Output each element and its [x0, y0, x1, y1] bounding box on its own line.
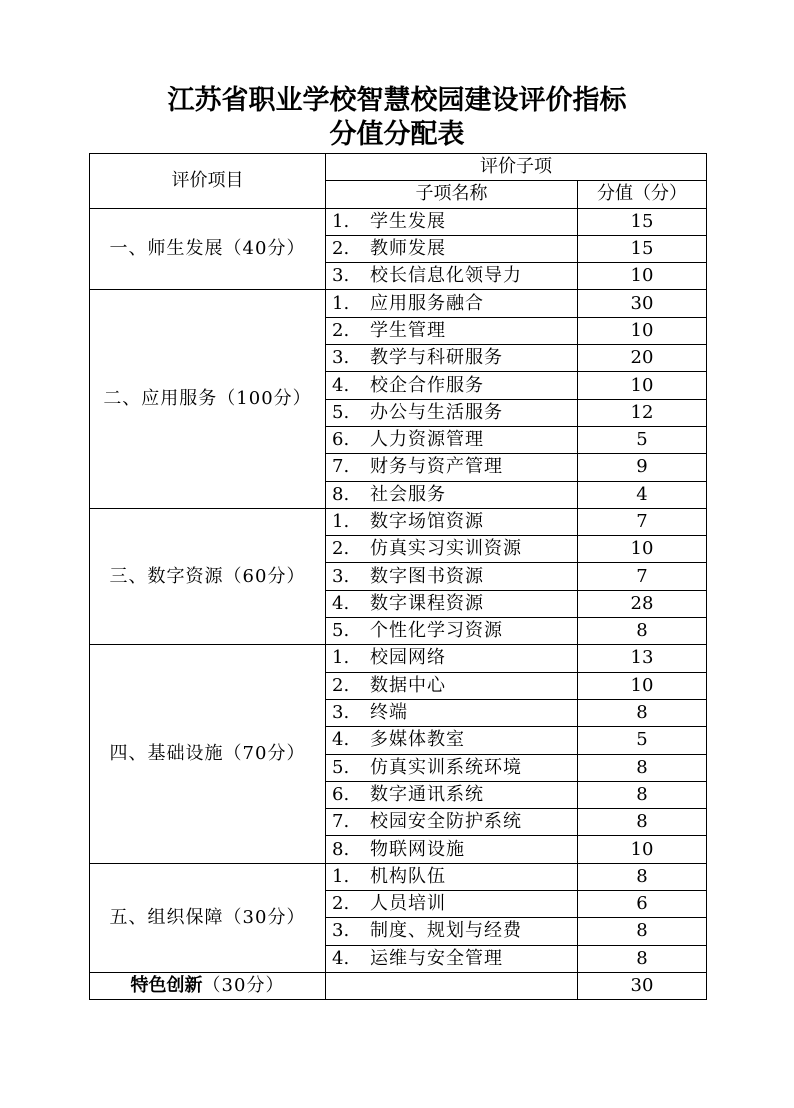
- subitem-cell: [326, 918, 578, 945]
- document-subtitle: 分值分配表: [329, 119, 465, 150]
- document-title: 江苏省职业学校智慧校园建设评价指标: [167, 85, 627, 116]
- subitem-number: 6.: [332, 783, 350, 805]
- subitem-score: 9: [578, 454, 707, 481]
- subitem-score: 15: [578, 208, 707, 235]
- subitem-name: 财务与资产管理: [370, 456, 503, 478]
- subitem-cell: [326, 945, 578, 972]
- subitem-cell: [326, 290, 578, 317]
- table-row: [90, 863, 707, 890]
- header-score: 分值（分）: [578, 181, 707, 208]
- subitem-cell: [326, 345, 578, 372]
- subitem-name: 制度、规划与经费: [370, 920, 522, 942]
- subitem-number: 3.: [332, 702, 350, 724]
- subitem-number: 7.: [332, 811, 350, 833]
- category-label: 五、组织保障（30分）: [90, 863, 326, 972]
- category-label: 四、基础设施（70分）: [90, 645, 326, 863]
- header-sub: 评价子项: [326, 154, 707, 181]
- subitem-score: 5: [578, 727, 707, 754]
- subitem-name: 学生发展: [370, 210, 446, 232]
- subitem-cell: [326, 781, 578, 808]
- subitem-score: 15: [578, 235, 707, 262]
- category-label: 二、应用服务（100分）: [90, 290, 326, 508]
- special-score: 30: [578, 972, 707, 999]
- subitem-name: 人力资源管理: [370, 429, 484, 451]
- subitem-name: 数字通讯系统: [370, 783, 484, 805]
- category-label: 三、数字资源（60分）: [90, 508, 326, 644]
- subitem-number: 1.: [332, 647, 350, 669]
- special-label-bold: 特色创新: [130, 975, 203, 997]
- subitem-score: 8: [578, 863, 707, 890]
- subitem-name: 仿真实习实训资源: [370, 538, 522, 560]
- subitem-score: 20: [578, 345, 707, 372]
- subitem-cell: [326, 618, 578, 645]
- subitem-name: 多媒体教室: [370, 729, 465, 751]
- special-row: [90, 972, 707, 999]
- subitem-cell: [326, 836, 578, 863]
- category-label: 一、师生发展（40分）: [90, 208, 326, 290]
- subitem-number: 4.: [332, 374, 350, 396]
- subitem-score: 8: [578, 945, 707, 972]
- subitem-cell: [326, 645, 578, 672]
- special-name: [326, 972, 578, 999]
- subitem-cell: [326, 481, 578, 508]
- subitem-cell: [326, 809, 578, 836]
- subitem-score: 10: [578, 536, 707, 563]
- subitem-number: 1.: [332, 292, 350, 314]
- subitem-score: 10: [578, 672, 707, 699]
- subitem-cell: [326, 454, 578, 481]
- subitem-cell: [326, 263, 578, 290]
- subitem-number: 3.: [332, 347, 350, 369]
- subitem-score: 10: [578, 317, 707, 344]
- subitem-number: 8.: [332, 483, 350, 505]
- subitem-name: 社会服务: [370, 483, 446, 505]
- subitem-number: 2.: [332, 238, 350, 260]
- subitem-score: 8: [578, 754, 707, 781]
- subitem-name: 教师发展: [370, 238, 446, 260]
- header-row: [90, 154, 707, 181]
- subitem-name: 运维与安全管理: [370, 947, 503, 969]
- subitem-number: 4.: [332, 947, 350, 969]
- subitem-score: 10: [578, 263, 707, 290]
- subitem-cell: [326, 727, 578, 754]
- subitem-name: 数字图书资源: [370, 565, 484, 587]
- subitem-cell: [326, 699, 578, 726]
- subitem-number: 1.: [332, 210, 350, 232]
- subitem-number: 1.: [332, 865, 350, 887]
- subitem-score: 8: [578, 809, 707, 836]
- subitem-number: 3.: [332, 920, 350, 942]
- subitem-number: 4.: [332, 729, 350, 751]
- subitem-score: 13: [578, 645, 707, 672]
- header-sub-name: 子项名称: [326, 181, 578, 208]
- subitem-score: 30: [578, 290, 707, 317]
- subitem-number: 4.: [332, 592, 350, 614]
- subitem-name: 学生管理: [370, 319, 446, 341]
- subitem-score: 7: [578, 508, 707, 535]
- subitem-score: 8: [578, 699, 707, 726]
- subitem-number: 1.: [332, 511, 350, 532]
- subitem-name: 校园网络: [370, 647, 446, 669]
- table-row: [90, 508, 707, 535]
- subitem-cell: [326, 508, 578, 535]
- subitem-score: 5: [578, 426, 707, 453]
- subitem-number: 5.: [332, 401, 350, 423]
- subitem-score: 6: [578, 891, 707, 918]
- subitem-number: 5.: [332, 620, 350, 642]
- table-row: [90, 290, 707, 317]
- special-label: [90, 972, 326, 999]
- subitem-name: 人员培训: [370, 893, 446, 915]
- subitem-name: 数字场馆资源: [370, 511, 484, 532]
- score-table: [89, 153, 707, 1000]
- subitem-cell: [326, 372, 578, 399]
- subitem-cell: [326, 754, 578, 781]
- subitem-number: 2.: [332, 674, 350, 696]
- subitem-number: 3.: [332, 265, 350, 287]
- subitem-number: 8.: [332, 838, 350, 860]
- subitem-cell: [326, 891, 578, 918]
- subitem-name: 数字课程资源: [370, 592, 484, 614]
- subitem-cell: [326, 208, 578, 235]
- subitem-number: 2.: [332, 893, 350, 915]
- subitem-number: 2.: [332, 319, 350, 341]
- subitem-cell: [326, 863, 578, 890]
- subitem-cell: [326, 590, 578, 617]
- subitem-name: 教学与科研服务: [370, 347, 503, 369]
- subitem-score: 28: [578, 590, 707, 617]
- subitem-name: 终端: [370, 702, 408, 724]
- subitem-cell: [326, 536, 578, 563]
- subitem-score: 10: [578, 836, 707, 863]
- subitem-name: 数据中心: [370, 674, 446, 696]
- subitem-score: 8: [578, 781, 707, 808]
- subitem-score: 12: [578, 399, 707, 426]
- subitem-score: 7: [578, 563, 707, 590]
- subitem-name: 物联网设施: [370, 838, 465, 860]
- subitem-name: 办公与生活服务: [370, 401, 503, 423]
- subitem-cell: [326, 563, 578, 590]
- subitem-cell: [326, 317, 578, 344]
- subitem-cell: [326, 672, 578, 699]
- subitem-cell: [326, 426, 578, 453]
- subitem-name: 校长信息化领导力: [370, 265, 522, 287]
- special-label-points: （30分）: [202, 975, 285, 997]
- subitem-number: 6.: [332, 429, 350, 451]
- subitem-name: 机构队伍: [370, 865, 446, 887]
- subitem-score: 4: [578, 481, 707, 508]
- subitem-score: 8: [578, 618, 707, 645]
- subitem-name: 个性化学习资源: [370, 620, 503, 642]
- header-project: 评价项目: [90, 154, 326, 209]
- subitem-number: 2.: [332, 538, 350, 560]
- subitem-name: 仿真实训系统环境: [370, 756, 522, 778]
- subitem-number: 5.: [332, 756, 350, 778]
- subitem-name: 应用服务融合: [370, 292, 484, 314]
- subitem-number: 3.: [332, 565, 350, 587]
- subitem-cell: [326, 235, 578, 262]
- subitem-name: 校企合作服务: [370, 374, 484, 396]
- subitem-cell: [326, 399, 578, 426]
- subitem-score: 10: [578, 372, 707, 399]
- subitem-number: 7.: [332, 456, 350, 478]
- subitem-name: 校园安全防护系统: [370, 811, 522, 833]
- table-row: [90, 208, 707, 235]
- subitem-score: 8: [578, 918, 707, 945]
- table-row: [90, 645, 707, 672]
